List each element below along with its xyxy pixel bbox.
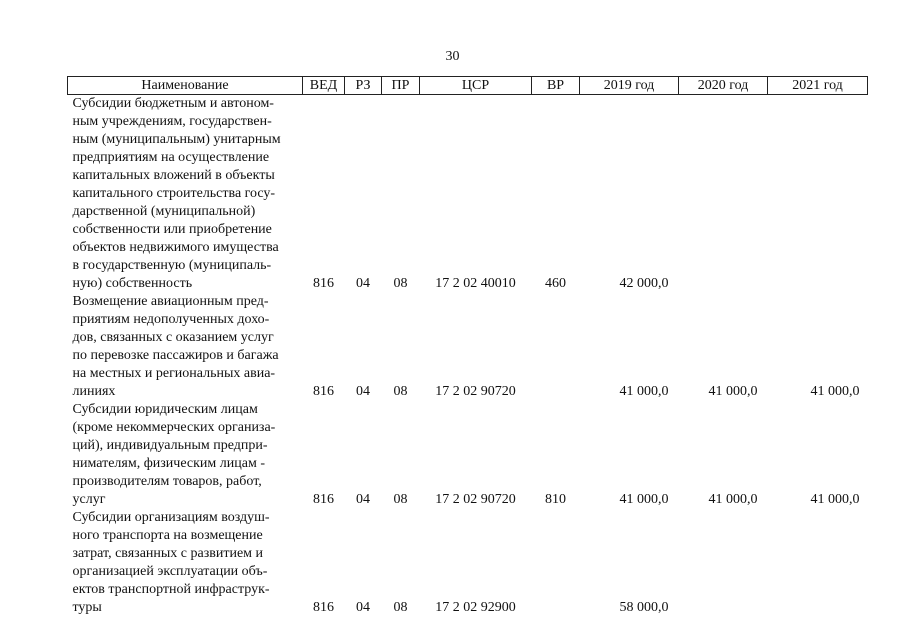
row-ved: 816 [313,600,334,615]
header-name: Наименование [68,77,303,95]
row-vr: 810 [545,492,566,507]
row-csr: 17 2 02 92900 [435,600,516,615]
row-pr: 08 [393,384,408,399]
table-header-row [68,77,868,95]
row-2021: 41 000,0 [810,492,860,507]
row-rz: 04 [356,600,370,615]
row-vr: 460 [545,276,566,291]
row-pr: 08 [393,276,408,291]
row-2021: 41 000,0 [810,384,860,399]
row-name: Субсидии организациям воздуш- ного транспорта на возмещение затрат, связанных с развитием и организацией эксплуатации объ- ектов транспортной инфраструк- туры [72,510,270,615]
table-row [68,401,868,509]
row-csr: 17 2 02 90720 [435,384,516,399]
row-csr: 17 2 02 40010 [435,276,516,291]
row-2019: 58 000,0 [619,600,669,615]
table-row [68,95,868,294]
row-vr [532,509,580,617]
row-name: Возмещение авиационным пред- приятиям недополученных дохо- дов, связанных с оказанием услуг по перевозке пассажиров и багажа на местных и региональных авиа- линиях [72,294,279,399]
row-name: Субсидии бюджетным и автоном- ным учреждениям, государствен- ным (муниципальным) унитарным предприятиям на осуществление капитальных вложений в объекты капитального строительства госу- дарственной (муниципальной) собственности или приобретение объектов недвижимого имущества в государственную (муниципаль- ную) собственность [72,96,281,291]
row-2019: 41 000,0 [619,384,669,399]
row-2020 [679,95,768,294]
header-2021: 2021 год [768,77,868,95]
row-rz: 04 [356,492,370,507]
row-pr: 08 [393,492,408,507]
row-ved: 816 [313,276,334,291]
row-2020: 41 000,0 [708,384,758,399]
row-vr [532,293,580,401]
row-2019: 42 000,0 [619,276,669,291]
budget-table [67,76,868,617]
row-pr: 08 [393,600,408,615]
row-2021 [768,509,868,617]
page-number: 30 [445,49,460,64]
row-2020 [679,509,768,617]
row-ved: 816 [313,492,334,507]
row-2021 [768,95,868,294]
table-row [68,293,868,401]
row-rz: 04 [356,384,370,399]
row-name: Субсидии юридическим лицам (кроме некоммерческих организа- ций), индивидуальным предпри- нимателям, физическим лицам - производителям товаров, работ, услуг [72,402,276,507]
header-pr: ПР [382,77,420,95]
row-2020: 41 000,0 [708,492,758,507]
header-rz: РЗ [345,77,382,95]
header-2019: 2019 год [580,77,679,95]
row-csr: 17 2 02 90720 [435,492,516,507]
header-2020: 2020 год [679,77,768,95]
header-ved: ВЕД [303,77,345,95]
row-rz: 04 [356,276,370,291]
row-2019: 41 000,0 [619,492,669,507]
row-ved: 816 [313,384,334,399]
table-row [68,509,868,617]
header-csr: ЦСР [420,77,532,95]
header-vr: ВР [532,77,580,95]
